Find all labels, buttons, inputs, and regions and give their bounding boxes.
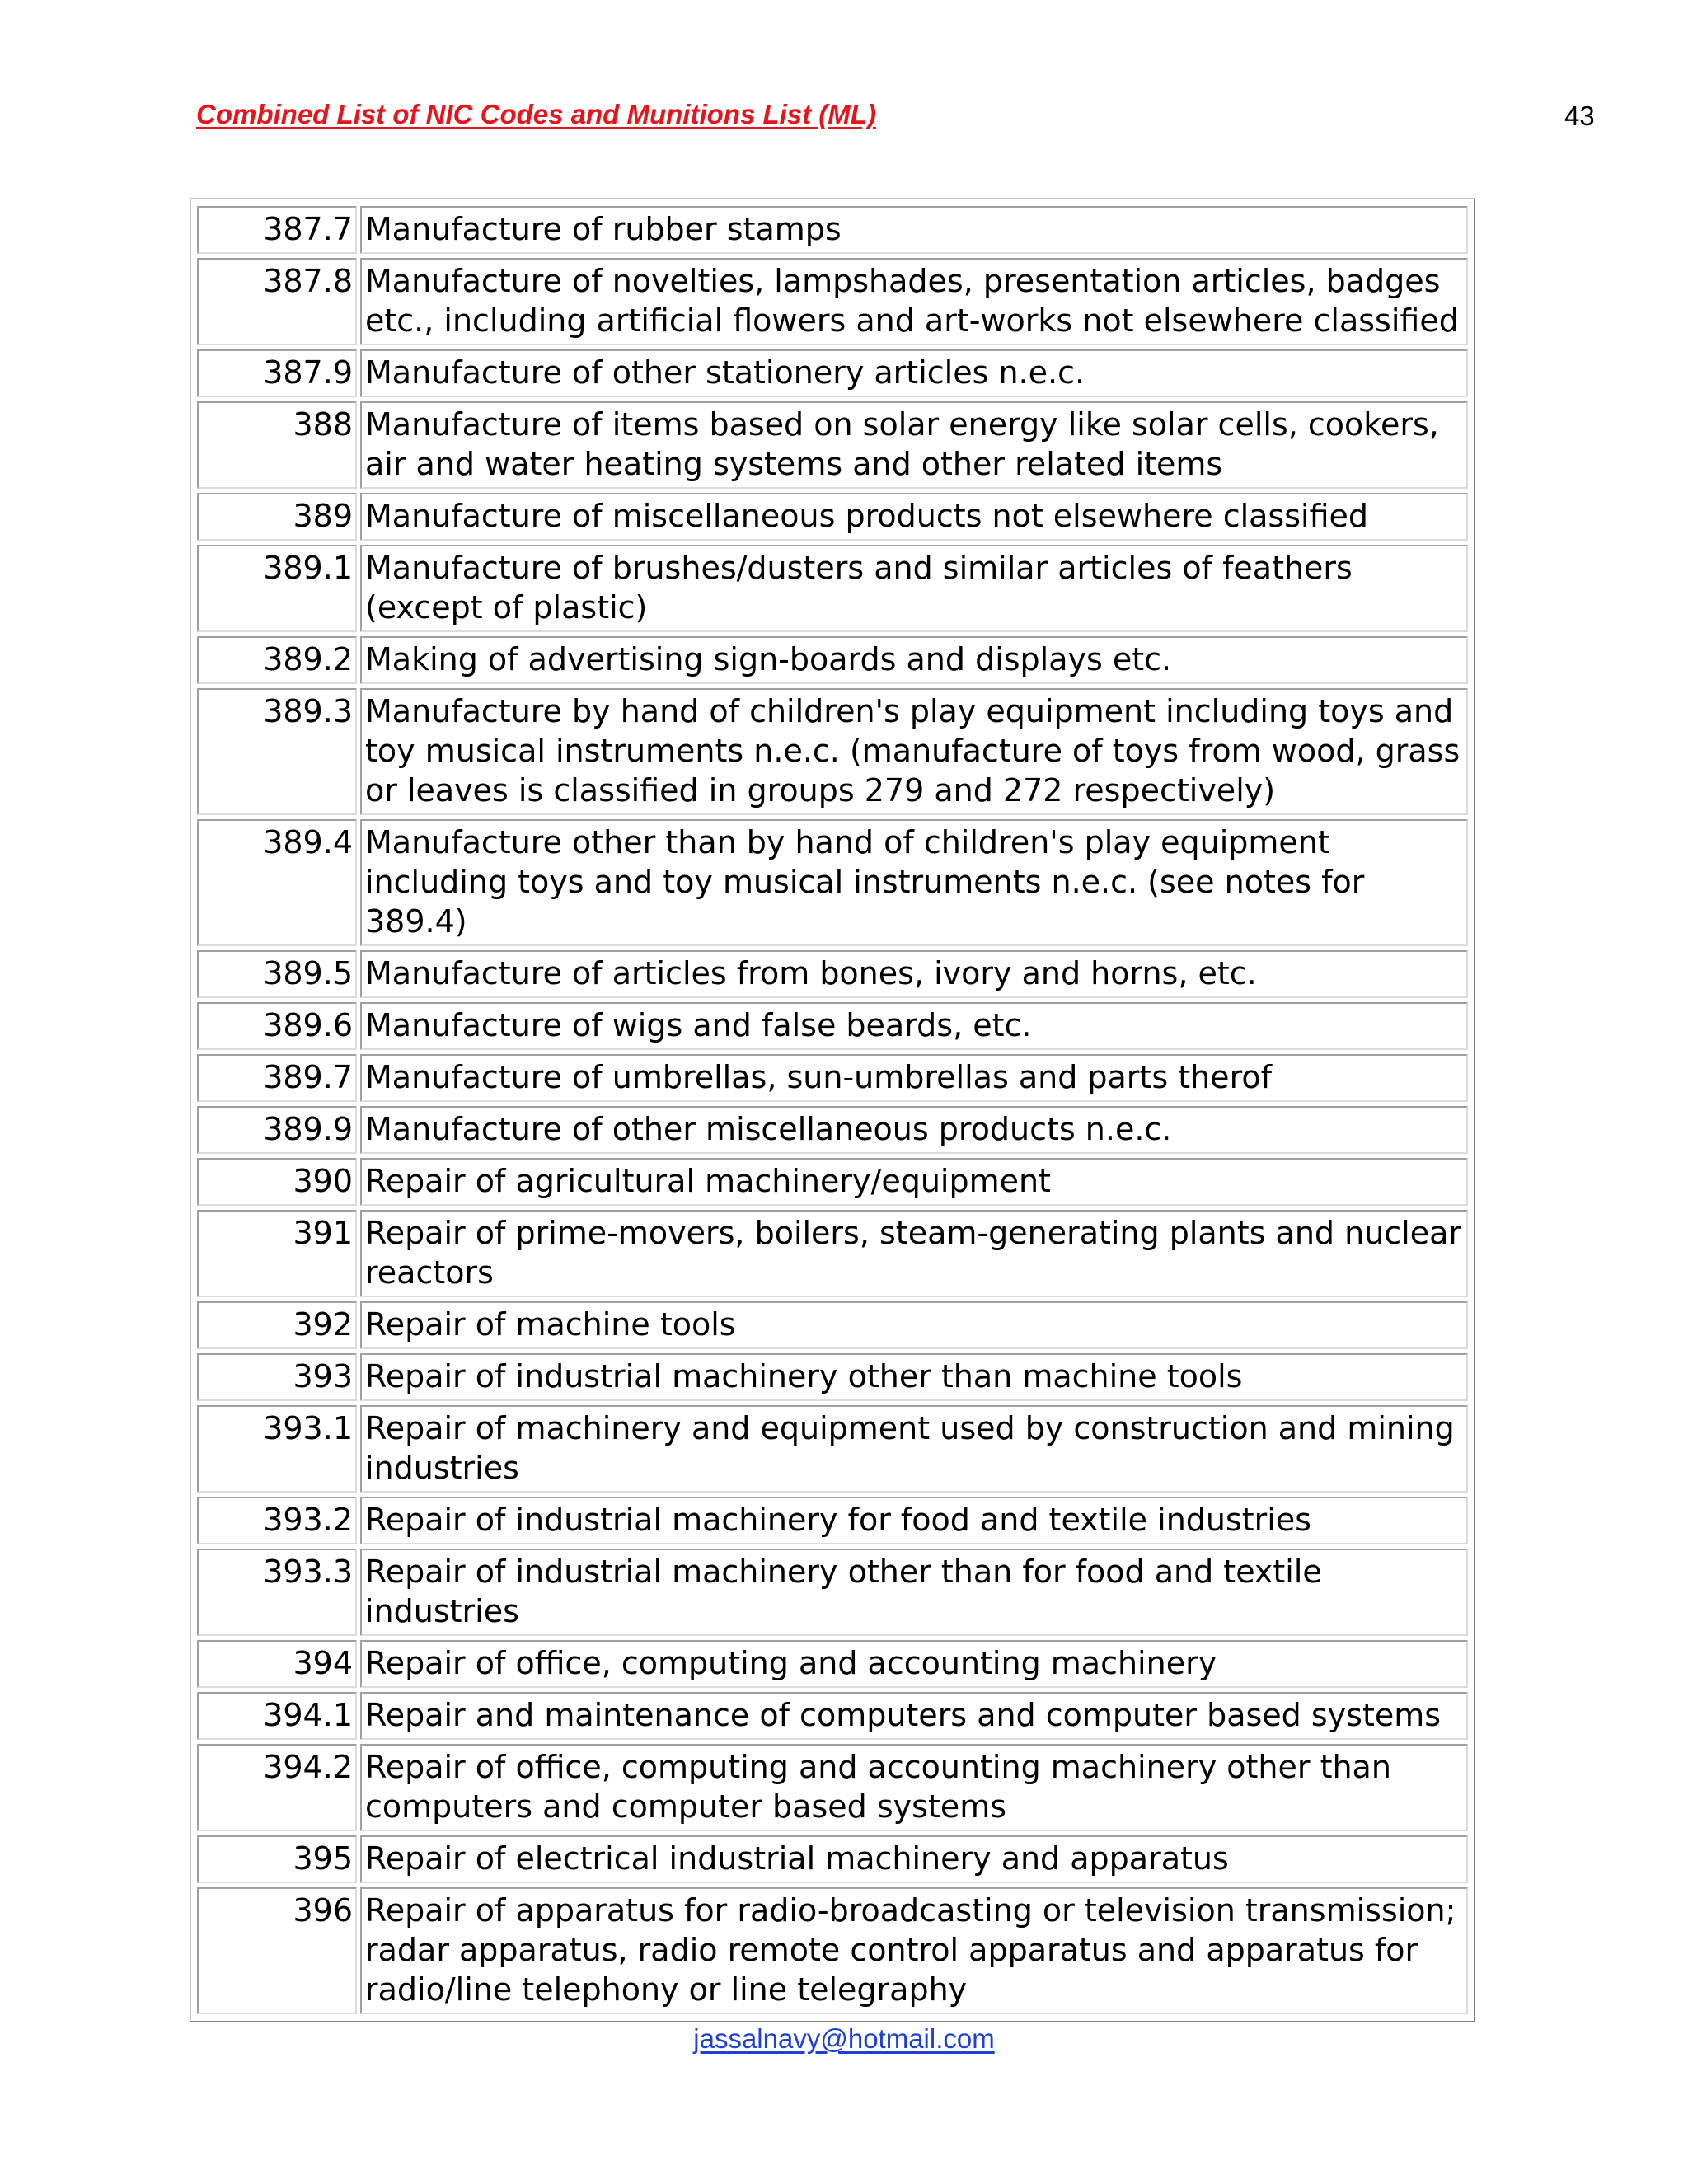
- nic-codes-table: [194, 202, 1471, 2018]
- nic-code-cell: 393.1: [197, 1405, 357, 1493]
- table-row: [197, 493, 1468, 541]
- nic-code-cell: 387.7: [197, 206, 357, 254]
- table-row: [197, 1549, 1468, 1636]
- nic-code-cell: 389.9: [197, 1106, 357, 1154]
- nic-description-cell: Manufacture of articles from bones, ivory and horns, etc.: [360, 950, 1468, 998]
- nic-description-cell: Manufacture of wigs and false beards, etc.: [360, 1002, 1468, 1050]
- nic-description-cell: Manufacture of other miscellaneous products n.e.c.: [360, 1106, 1468, 1154]
- nic-description-cell: Repair of prime-movers, boilers, steam-generating plants and nuclear reactors: [360, 1210, 1468, 1297]
- nic-description-cell: Manufacture of miscellaneous products not elsewhere classified: [360, 493, 1468, 541]
- nic-code-cell: 389: [197, 493, 357, 541]
- table-row: [197, 1497, 1468, 1544]
- nic-description-cell: Manufacture of rubber stamps: [360, 206, 1468, 254]
- nic-code-cell: 389.1: [197, 545, 357, 632]
- table-row: [197, 819, 1468, 946]
- table-row: [197, 1692, 1468, 1740]
- nic-description-cell: Repair of industrial machinery other than for food and textile industries: [360, 1549, 1468, 1636]
- table-row: [197, 1353, 1468, 1401]
- table-row: [197, 1106, 1468, 1154]
- page-header-title: Combined List of NIC Codes and Munitions List (ML): [196, 99, 876, 129]
- table-row: [197, 1405, 1468, 1493]
- nic-description-cell: Repair of apparatus for radio-broadcasting or television transmission; radar apparatus, radio remote control apparatus and apparatus for radio/line telephony or line telegraphy: [360, 1887, 1468, 2014]
- nic-description-cell: Manufacture by hand of children's play equipment including toys and toy musical instruments n.e.c. (manufacture of toys from wood, grass or leaves is classified in groups 279 and 272 respectively): [360, 688, 1468, 815]
- nic-description-cell: Manufacture of other stationery articles n.e.c.: [360, 349, 1468, 397]
- nic-code-cell: 389.4: [197, 819, 357, 946]
- nic-code-cell: 389.5: [197, 950, 357, 998]
- nic-code-cell: 387.9: [197, 349, 357, 397]
- table-row: [197, 950, 1468, 998]
- nic-code-cell: 389.2: [197, 636, 357, 684]
- nic-description-cell: Repair of electrical industrial machinery and apparatus: [360, 1835, 1468, 1883]
- nic-description-cell: Manufacture of brushes/dusters and similar articles of feathers (except of plastic): [360, 545, 1468, 632]
- nic-code-cell: 393: [197, 1353, 357, 1401]
- nic-code-cell: 388: [197, 401, 357, 489]
- footer-email-link[interactable]: jassalnavy@hotmail.com: [693, 2023, 995, 2054]
- nic-description-cell: Repair of agricultural machinery/equipment: [360, 1158, 1468, 1206]
- table-row: [197, 545, 1468, 632]
- nic-codes-table-container: [190, 198, 1475, 2022]
- nic-description-cell: Repair of office, computing and accounting machinery: [360, 1640, 1468, 1688]
- table-row: [197, 636, 1468, 684]
- nic-description-cell: Repair of machine tools: [360, 1301, 1468, 1349]
- table-row: [197, 401, 1468, 489]
- nic-code-cell: 391: [197, 1210, 357, 1297]
- table-row: [197, 206, 1468, 254]
- nic-description-cell: Repair of office, computing and accounting machinery other than computers and computer based systems: [360, 1744, 1468, 1831]
- table-row: [197, 349, 1468, 397]
- nic-description-cell: Repair of machinery and equipment used by construction and mining industries: [360, 1405, 1468, 1493]
- nic-description-cell: Manufacture of umbrellas, sun-umbrellas and parts therof: [360, 1054, 1468, 1102]
- nic-code-cell: 387.8: [197, 258, 357, 345]
- table-row: [197, 1054, 1468, 1102]
- table-row: [197, 688, 1468, 815]
- table-row: [197, 1002, 1468, 1050]
- nic-code-cell: 390: [197, 1158, 357, 1206]
- nic-description-cell: Manufacture of items based on solar energy like solar cells, cookers, air and water heating systems and other related items: [360, 401, 1468, 489]
- nic-description-cell: Repair and maintenance of computers and computer based systems: [360, 1692, 1468, 1740]
- nic-code-cell: 396: [197, 1887, 357, 2014]
- nic-description-cell: Manufacture of novelties, lampshades, presentation articles, badges etc., including artificial flowers and art-works not elsewhere classified: [360, 258, 1468, 345]
- nic-code-cell: 393.3: [197, 1549, 357, 1636]
- nic-description-cell: Making of advertising sign-boards and displays etc.: [360, 636, 1468, 684]
- table-row: [197, 1158, 1468, 1206]
- table-row: [197, 1887, 1468, 2014]
- page-number: 43: [1564, 101, 1595, 131]
- nic-description-cell: Repair of industrial machinery for food and textile industries: [360, 1497, 1468, 1544]
- nic-codes-table-body: [197, 206, 1468, 2014]
- nic-code-cell: 394.2: [197, 1744, 357, 1831]
- nic-code-cell: 389.6: [197, 1002, 357, 1050]
- nic-description-cell: Manufacture other than by hand of children's play equipment including toys and toy musical instruments n.e.c. (see notes for 389.4): [360, 819, 1468, 946]
- nic-code-cell: 394.1: [197, 1692, 357, 1740]
- table-row: [197, 1210, 1468, 1297]
- table-row: [197, 1744, 1468, 1831]
- nic-code-cell: 389.3: [197, 688, 357, 815]
- nic-code-cell: 393.2: [197, 1497, 357, 1544]
- table-row: [197, 1301, 1468, 1349]
- nic-code-cell: 394: [197, 1640, 357, 1688]
- table-row: [197, 1835, 1468, 1883]
- nic-description-cell: Repair of industrial machinery other than machine tools: [360, 1353, 1468, 1401]
- nic-code-cell: 392: [197, 1301, 357, 1349]
- nic-code-cell: 395: [197, 1835, 357, 1883]
- nic-code-cell: 389.7: [197, 1054, 357, 1102]
- table-row: [197, 1640, 1468, 1688]
- table-row: [197, 258, 1468, 345]
